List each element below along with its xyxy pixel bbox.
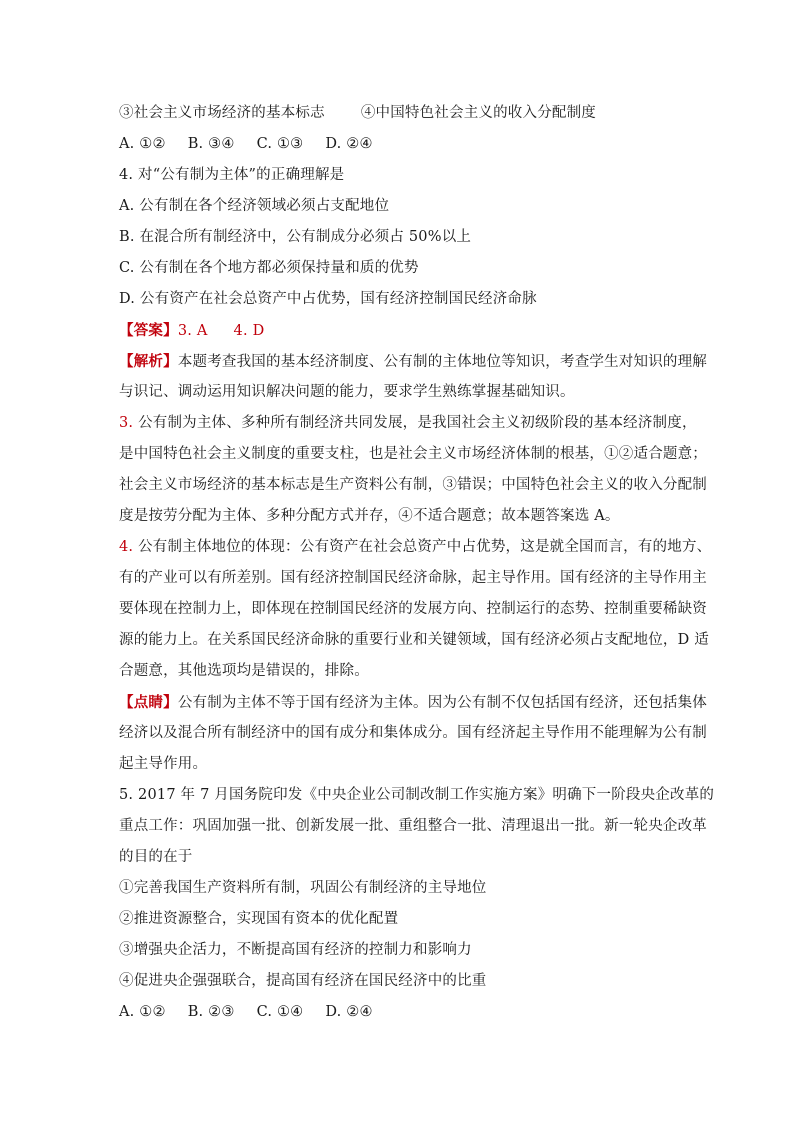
q3-choice-d: D. ②④ (325, 136, 373, 152)
q3-items-row (119, 98, 699, 129)
q5-stem-line: 重点工作：巩固加强一批、创新发展一批、重组整合一批、清理退出一批。新一轮央企改革 (119, 818, 707, 834)
q5-stem-line: 的目的在于 (119, 849, 193, 865)
q3-choices-row (119, 129, 699, 160)
explain-3-line: 是中国特色社会主义制度的重要支柱，也是社会主义市场经济体制的根基，①②适合题意； (119, 446, 707, 462)
q5-choice-c: C. ①④ (256, 1004, 304, 1020)
explain-4-line: 合题意，其他选项均是错误的，排除。 (119, 663, 369, 679)
q5-stem-line: 5. 2017 年 7 月国务院印发《中央企业公司制改制工作实施方案》明确下一阶段央企改革的 (119, 787, 715, 803)
q5-choice-a: A. ①② (119, 1004, 166, 1020)
explain-3-line: 度是按劳分配为主体、多种分配方式并存，④不适合题意；故本题答案选 A。 (119, 508, 620, 524)
q3-choice-b: B. ③④ (187, 136, 235, 152)
q3-item-4: ④中国特色社会主义的收入分配制度 (360, 105, 597, 121)
q3-choice-c: C. ①③ (256, 136, 304, 152)
answer-label: 【答案】 (119, 322, 178, 339)
q5-choice-d: D. ②④ (325, 1004, 373, 1020)
explain-3-block (119, 408, 707, 532)
q5-item-4: ④促进央企强强联合，提高国有经济在国民经济中的比重 (119, 973, 487, 989)
answer-4: 4. D (233, 323, 265, 339)
q4-choice-c: C. 公有制在各个地方都必须保持量和质的优势 (119, 260, 419, 276)
explain-3-line: 社会主义市场经济的基本标志是生产资料公有制，③错误；中国特色社会主义的收入分配制 (119, 477, 707, 493)
explain-4-line: 源的能力上。在关系国民经济命脉的重要行业和关键领域，国有经济必须占支配地位，D 适 (119, 632, 709, 648)
dianjing-line: 经济以及混合所有制经济中的国有成分和集体成分。国有经济起主导作用不能理解为公有制 (119, 725, 707, 741)
q3-item-3: ③社会主义市场经济的基本标志 (119, 105, 325, 121)
answer-row (119, 315, 699, 346)
q4-choice-d: D. 公有资产在社会总资产中占优势，国有经济控制国民经济命脉 (119, 291, 537, 307)
explain-4-line: 要体现在控制力上，即体现在控制国民经济的发展方向、控制运行的态势、控制重要稀缺资 (119, 601, 707, 617)
dianjing-block (119, 687, 708, 780)
explain-3-line: 公有制为主体、多种所有制经济共同发展，是我国社会主义初级阶段的基本经济制度， (138, 415, 697, 431)
analysis-label: 【解析】 (119, 353, 178, 370)
explain-4-line: 公有制主体地位的体现：公有资产在社会总资产中占优势，这是就全国而言，有的地方、 (138, 539, 712, 555)
q4-choice-b: B. 在混合所有制经济中，公有制成分必须占 50%以上 (119, 229, 472, 245)
dianjing-line: 起主导作用。 (119, 756, 208, 772)
dianjing-label: 【点睛】 (119, 694, 178, 711)
analysis-block (119, 346, 708, 408)
explain-4-number: 4. (119, 539, 134, 555)
analysis-line: 本题考查我国的基本经济制度、公有制的主体地位等知识，考查学生对知识的理解 (177, 354, 708, 370)
explain-3-number: 3. (119, 415, 134, 431)
explain-4-line: 有的产业可以有所差别。国有经济控制国民经济命脉，起主导作用。国有经济的主导作用主 (119, 570, 707, 586)
q3-choice-a: A. ①② (119, 136, 166, 152)
document-page (119, 98, 715, 1028)
answer-3: 3. A (177, 323, 208, 339)
q5-item-1: ①完善我国生产资料所有制，巩固公有制经济的主导地位 (119, 880, 487, 896)
q5-item-2: ②推进资源整合，实现国有资本的优化配置 (119, 911, 399, 927)
q5-item-3: ③增强央企活力，不断提高国有经济的控制力和影响力 (119, 942, 472, 958)
explain-4-block (119, 532, 712, 687)
q5-choice-b: B. ②③ (187, 1004, 235, 1020)
q5-block (119, 780, 715, 1028)
dianjing-line: 公有制为主体不等于国有经济为主体。因为公有制不仅包括国有经济，还包括集体 (177, 695, 708, 711)
q4-choice-a: A. 公有制在各个经济领域必须占支配地位 (119, 198, 390, 214)
q4-stem: 4. 对“公有制为主体”的正确理解是 (119, 167, 345, 183)
analysis-line: 与识记、调动运用知识解决问题的能力，要求学生熟练掌握基础知识。 (119, 384, 575, 400)
q5-choices-row (119, 997, 699, 1028)
